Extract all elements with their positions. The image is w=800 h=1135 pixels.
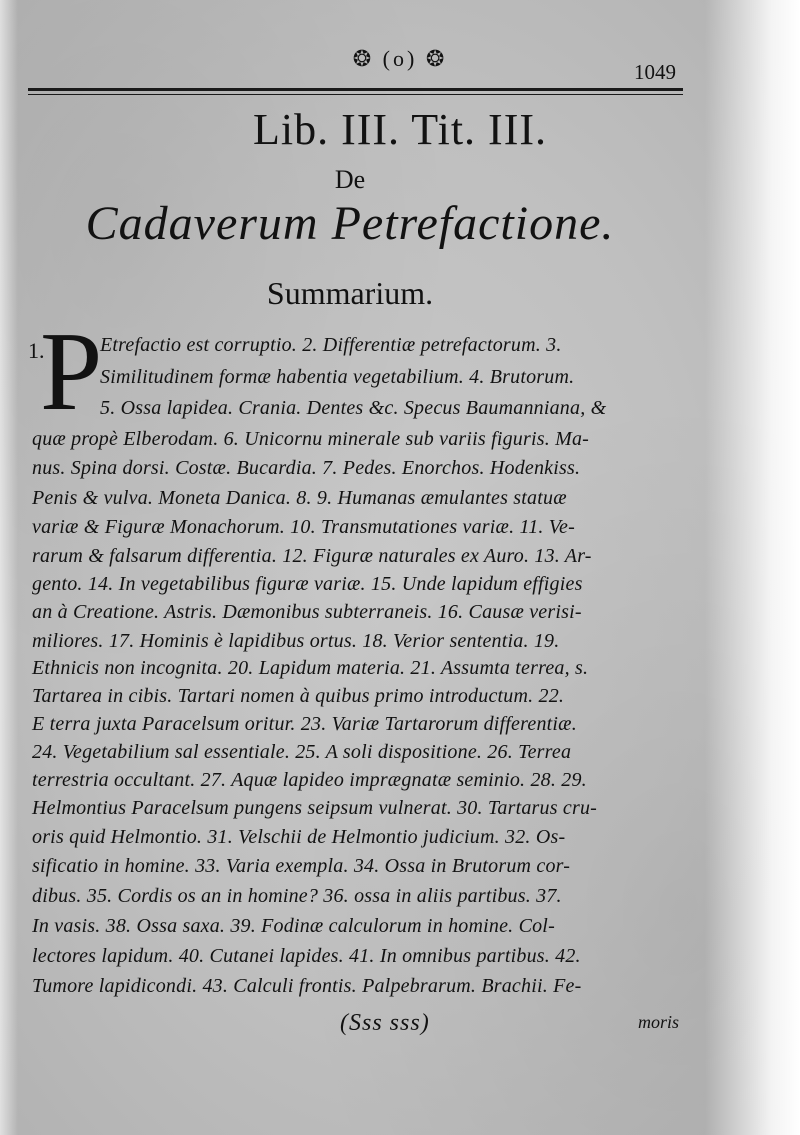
drop-cap: P <box>40 310 103 434</box>
text-line: lectores lapidum. 40. Cutanei lapides. 41. In omnibus partibus. 42. <box>32 945 581 967</box>
text-line: quæ propè Elberodam. 6. Unicornu minerale sub variis figuris. Ma- <box>32 428 590 450</box>
text-line: Ethnicis non incognita. 20. Lapidum materia. 21. Assumta terrea, s. <box>32 657 589 679</box>
text-line: terrestria occultant. 27. Aquæ lapideo imprægnatæ seminio. 28. 29. <box>32 769 587 791</box>
text-line: nus. Spina dorsi. Costæ. Bucardia. 7. Pedes. Enorchos. Hodenkiss. <box>32 457 581 479</box>
text-line: dibus. 35. Cordis os an in homine? 36. ossa in aliis partibus. 37. <box>32 885 562 907</box>
text-line: Helmontius Paracelsum pungens seipsum vulnerat. 30. Tartarus cru- <box>32 797 598 819</box>
chapter-title: Cadaverum Petrefactione. <box>85 197 615 250</box>
text-line: gento. 14. In vegetabilibus figuræ variæ. 15. Unde lapidum effigies <box>32 573 583 595</box>
paragraph-number: 1. <box>28 338 45 363</box>
text-line: Penis & vulva. Moneta Danica. 8. 9. Humanas æmulantes statuæ <box>32 487 567 509</box>
text-line: variæ & Figuræ Monachorum. 10. Transmutationes variæ. 11. Ve- <box>32 516 575 538</box>
signature-mark: (Sss sss) <box>340 1010 430 1036</box>
header-rule <box>28 88 683 91</box>
text-line: Similitudinem formæ habentia vegetabilium. 4. Brutorum. <box>100 366 575 388</box>
text-line: sificatio in homine. 33. Varia exempla. 34. Ossa in Brutorum cor- <box>32 855 571 877</box>
text-line: In vasis. 38. Ossa saxa. 39. Fodinæ calculorum in homine. Col- <box>32 915 555 937</box>
book-title-heading: Lib. III. Tit. III. <box>253 105 547 154</box>
summary-heading: Summarium. <box>266 275 434 311</box>
text-line: oris quid Helmontio. 31. Velschii de Helmontio judicium. 32. Os- <box>32 826 566 848</box>
text-line: rarum & falsarum differentia. 12. Figuræ naturales ex Auro. 13. Ar- <box>32 545 592 567</box>
catchword: moris <box>638 1012 680 1032</box>
text-line: Tartarea in cibis. Tartari nomen à quibus primo introductum. 22. <box>32 685 565 707</box>
text-line: Etrefactio est corruptio. 2. Differentiæ petrefactorum. 3. <box>100 334 562 356</box>
text-line: an à Creatione. Astris. Dæmonibus subterraneis. 16. Causæ verisi- <box>32 601 582 623</box>
text-line: 24. Vegetabilium sal essentiale. 25. A soli dispositione. 26. Terrea <box>32 741 572 763</box>
page-edge-light-right <box>705 0 800 1135</box>
text-line: miliores. 17. Hominis è lapidibus ortus. 18. Verior sententia. 19. <box>32 630 560 652</box>
header-ornament: ❂ (o) ❂ <box>352 46 448 71</box>
page-number: 1049 <box>634 60 676 84</box>
text-line: E terra juxta Paracelsum oritur. 23. Variæ Tartarorum differentiæ. <box>32 713 577 735</box>
de-heading: De <box>334 165 366 194</box>
text-line: 5. Ossa lapidea. Crania. Dentes &c. Specus Baumanniana, & <box>100 397 607 419</box>
header-rule-thin <box>28 94 683 95</box>
text-line: Tumore lapidicondi. 43. Calculi frontis. Palpebrarum. Brachii. Fe- <box>32 975 582 997</box>
